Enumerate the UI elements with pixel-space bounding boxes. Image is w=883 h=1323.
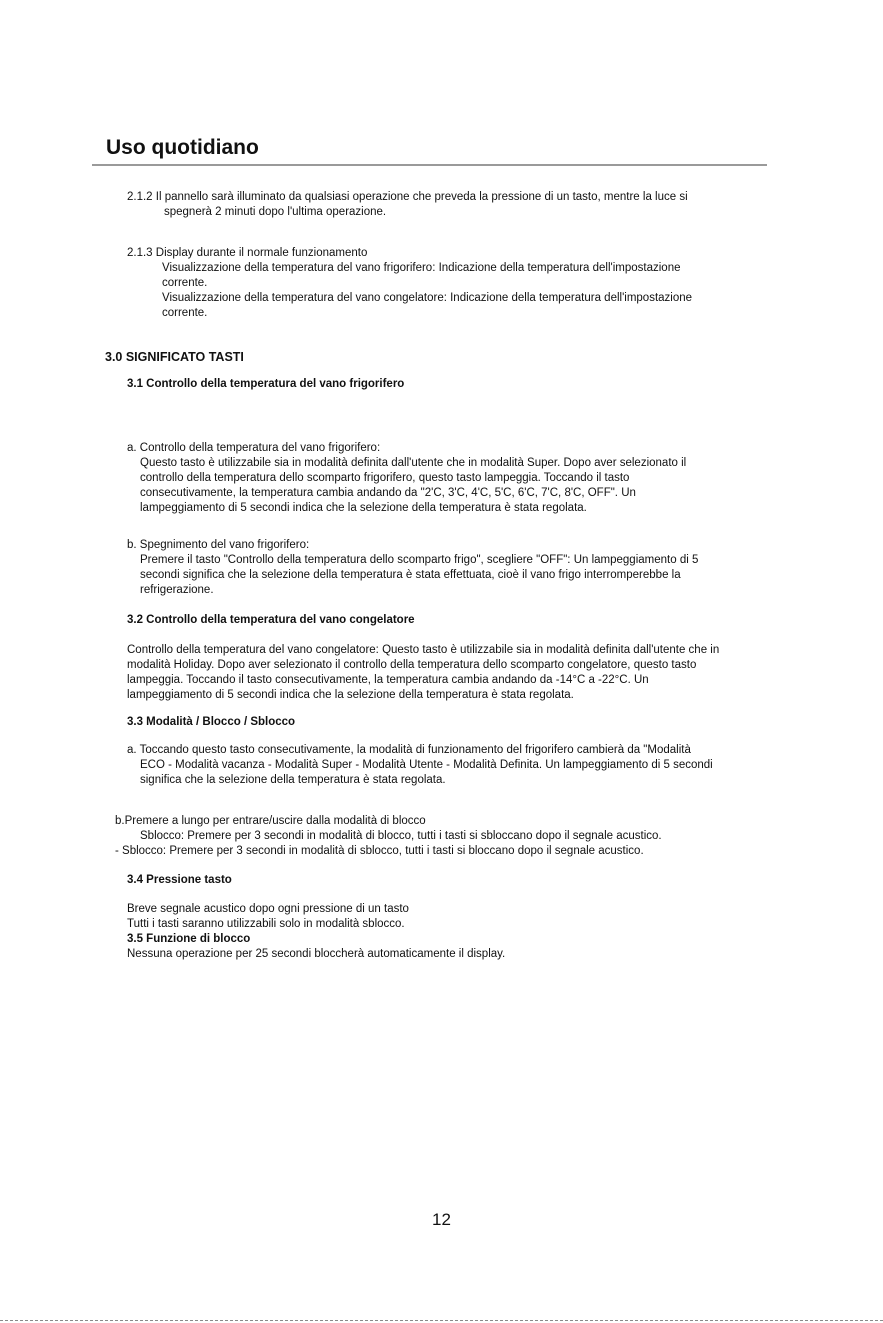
s31-b-line-4: refrigerazione. xyxy=(140,584,214,596)
s34-line-2: Tutti i tasti saranno utilizzabili solo in modalità sblocco. xyxy=(127,918,405,930)
s32-line-1: Controllo della temperatura del vano congelatore: Questo tasto è utilizzabile sia in modalità definita dall'utente che in xyxy=(127,644,720,656)
s212-line-1: 2.1.2 Il pannello sarà illuminato da qualsiasi operazione che preveda la pressione di un tasto, mentre la luce si xyxy=(127,191,688,203)
section-heading-3-5: 3.5 Funzione di blocco xyxy=(127,933,251,945)
s34-line-1: Breve segnale acustico dopo ogni pressione di un tasto xyxy=(127,903,409,915)
title-rule xyxy=(92,164,767,166)
section-heading-3-4: 3.4 Pressione tasto xyxy=(127,874,232,886)
section-heading-3-3: 3.3 Modalità / Blocco / Sblocco xyxy=(127,716,296,728)
s31-b-line-3: secondi significa che la selezione della temperatura è stata effettuata, cioè il vano frigo interromperebbe la xyxy=(140,569,681,581)
s31-a-line-4: consecutivamente, la temperatura cambia andando da "2'C, 3'C, 4'C, 5'C, 6'C, 7'C, 8'C, OFF". Un xyxy=(140,487,636,499)
s213-line-5: corrente. xyxy=(162,307,208,319)
section-heading-3-0: 3.0 SIGNIFICATO TASTI xyxy=(105,350,244,364)
s31-b-line-1: b. Spegnimento del vano frigorifero: xyxy=(127,539,310,551)
section-heading-3-1: 3.1 Controllo della temperatura del vano frigorifero xyxy=(127,378,405,390)
page-number: 12 xyxy=(432,1210,451,1229)
s213-line-2: Visualizzazione della temperatura del vano frigorifero: Indicazione della temperatura dell'impostazione xyxy=(162,262,681,274)
s31-a-line-5: lampeggiamento di 5 secondi indica che la selezione della temperatura è stata regolata. xyxy=(140,502,587,514)
s33-b-line-1: b.Premere a lungo per entrare/uscire dalla modalità di blocco xyxy=(115,815,426,827)
s31-b-line-2: Premere il tasto "Controllo della temperatura dello scomparto frigo", scegliere "OFF": Un lampeggiamento di 5 xyxy=(140,554,699,566)
s35-line-1: Nessuna operazione per 25 secondi bloccherà automaticamente il display. xyxy=(127,948,506,960)
s33-a-line-3: significa che la selezione della temperatura è stata regolata. xyxy=(140,774,446,786)
s32-line-4: lampeggiamento di 5 secondi indica che la selezione della temperatura è stata regolata. xyxy=(127,689,574,701)
s33-a-line-1: a. Toccando questo tasto consecutivamente, la modalità di funzionamento del frigorifero cambierà da "Modalità xyxy=(127,744,691,756)
s213-line-4: Visualizzazione della temperatura del vano congelatore: Indicazione della temperatura dell'impostazione xyxy=(162,292,693,304)
s31-a-line-2: Questo tasto è utilizzabile sia in modalità definita dall'utente che in modalità Super. Dopo aver selezionato il xyxy=(140,457,687,469)
page-title: Uso quotidiano xyxy=(106,136,259,159)
s31-a-line-3: controllo della temperatura dello scomparto frigorifero, questo tasto lampeggia. Toccando il tasto xyxy=(140,472,630,484)
s212-line-2: spegnerà 2 minuti dopo l'ultima operazione. xyxy=(164,206,387,218)
s33-a-line-2: ECO - Modalità vacanza - Modalità Super - Modalità Utente - Modalità Definita. Un lampeggiamento di 5 secondi xyxy=(140,759,713,771)
s31-a-line-1: a. Controllo della temperatura del vano frigorifero: xyxy=(127,442,381,454)
section-heading-3-2: 3.2 Controllo della temperatura del vano congelatore xyxy=(127,614,415,626)
s32-line-3: lampeggia. Toccando il tasto consecutivamente, la temperatura cambia andando da -14°C a -22°C. Un xyxy=(127,674,649,686)
s33-b-line-3: - Sblocco: Premere per 3 secondi in modalità di sblocco, tutti i tasti si bloccano dopo il segnale acustico. xyxy=(115,845,644,857)
s32-line-2: modalità Holiday. Dopo aver selezionato il controllo della temperatura dello scomparto congelatore, questo tasto xyxy=(127,659,697,671)
bottom-dashed-line xyxy=(0,1320,883,1321)
s213-line-1: 2.1.3 Display durante il normale funzionamento xyxy=(127,247,368,259)
s213-line-3: corrente. xyxy=(162,277,208,289)
s33-b-line-2: Sblocco: Premere per 3 secondi in modalità di blocco, tutti i tasti si sbloccano dopo il segnale acustico. xyxy=(140,830,662,842)
